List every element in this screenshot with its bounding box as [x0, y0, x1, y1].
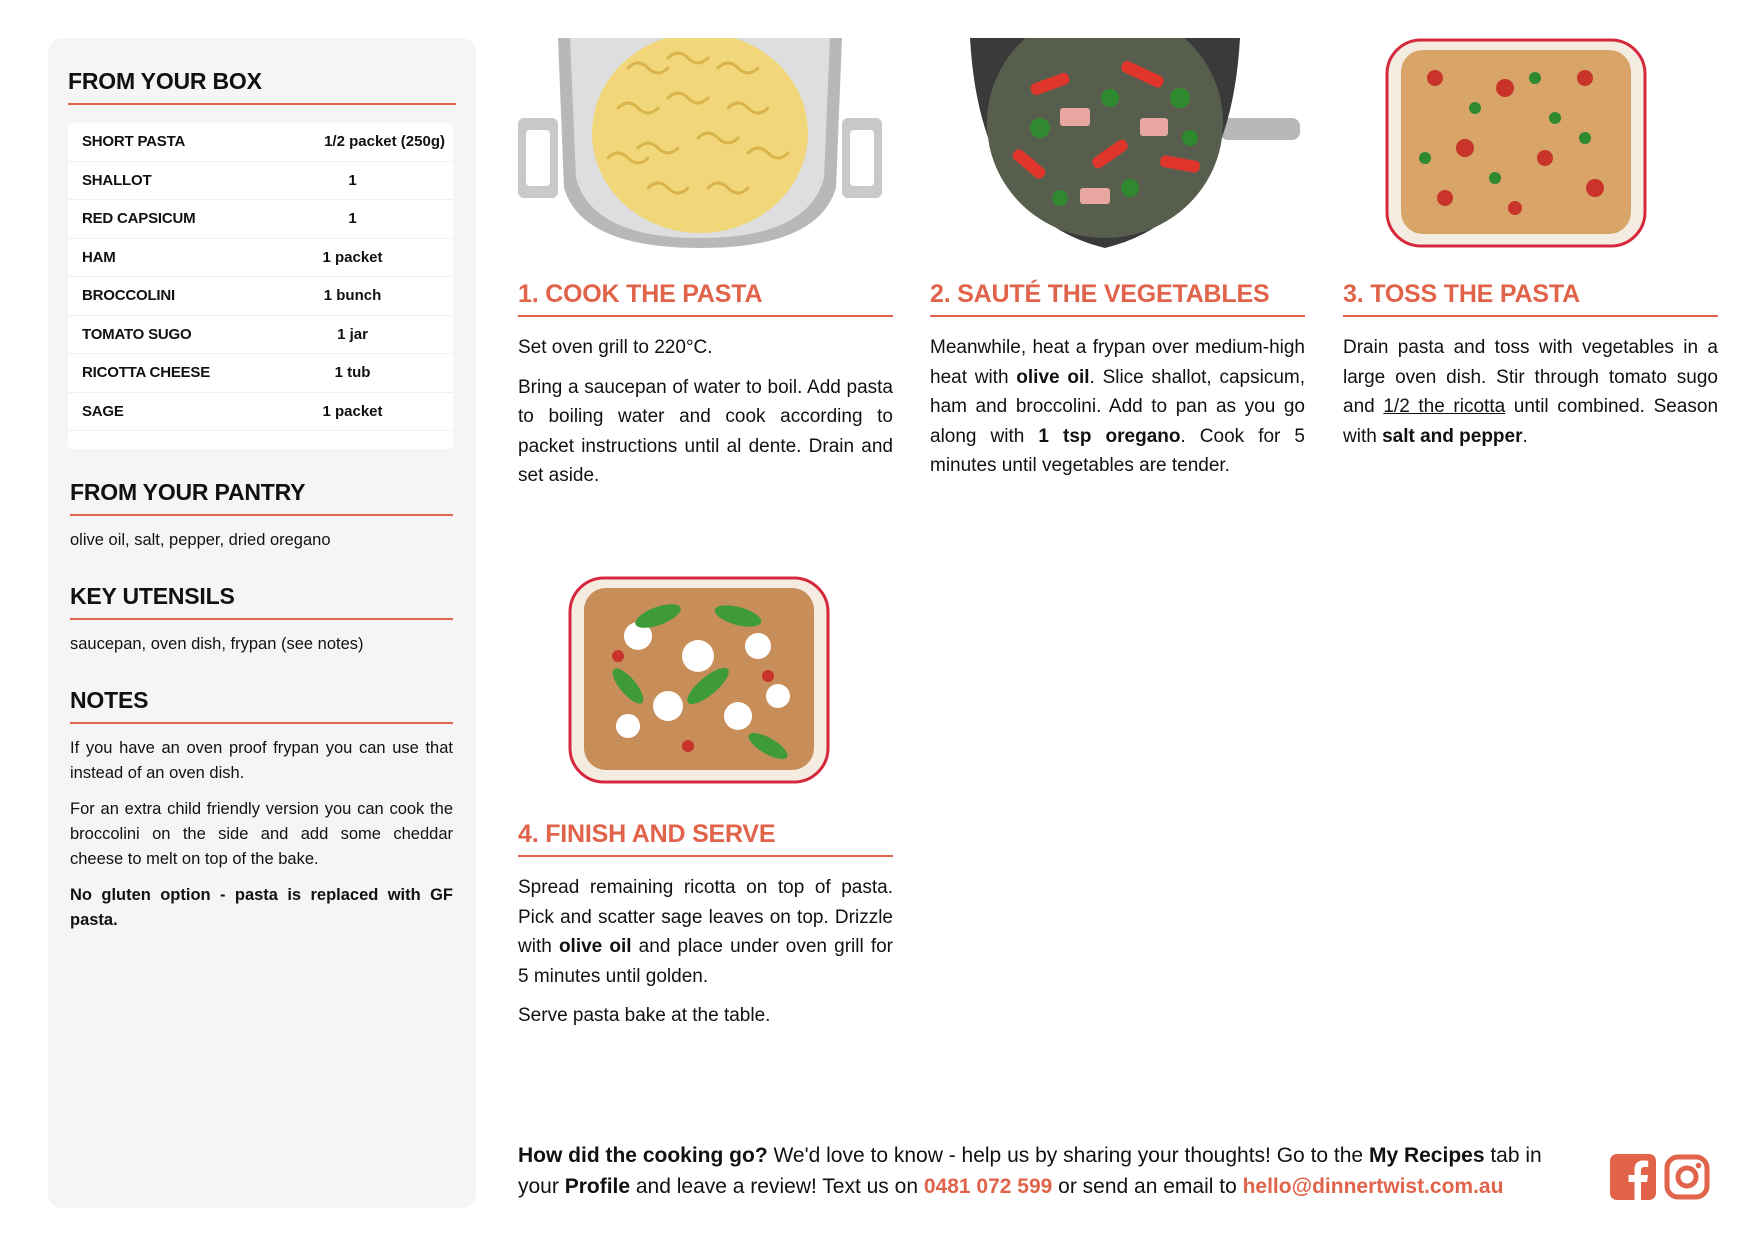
ingredient-qty: 1 jar	[337, 325, 368, 343]
footer-text: We'd love to know - help us by sharing your thoughts! Go to the	[767, 1144, 1369, 1167]
step-title: 1. COOK THE PASTA	[518, 280, 893, 317]
gluten-free-note: No gluten option - pasta is replaced with GF pasta.	[70, 886, 453, 929]
step-title: 3. TOSS THE PASTA	[1343, 280, 1718, 317]
ingredient-row	[68, 316, 453, 355]
ingredient-qty: 1 tub	[334, 364, 371, 382]
underlined-text: 1/2 the ricotta	[1383, 396, 1506, 417]
from-your-box-heading: FROM YOUR BOX	[68, 68, 456, 105]
from-your-pantry-heading: FROM YOUR PANTRY	[70, 479, 453, 516]
footer-text: tab in your	[518, 1144, 1542, 1198]
ingredient-qty: 1 packet	[322, 402, 383, 420]
note-paragraph: If you have an oven proof frypan you can use that instead of an oven dish.	[70, 739, 453, 782]
ingredient-name: RED CAPSICUM	[82, 210, 196, 228]
step-2	[930, 280, 1305, 481]
frypan-vegetables-image	[970, 38, 1300, 248]
facebook-icon[interactable]	[1610, 1154, 1656, 1200]
text-run: . Slice shallot, capsicum, ham and broccolini. Add to pan as you go along with	[930, 366, 1306, 447]
ingredient-qty: 1	[348, 171, 357, 189]
colander-pasta-image	[518, 38, 882, 248]
email-link[interactable]: hello@dinnertwist.com.au	[1242, 1175, 1504, 1198]
text-run: and place under oven grill for 5 minutes until golden.	[518, 936, 894, 987]
ingredients-table	[68, 123, 453, 449]
step-paragraph	[518, 873, 893, 991]
ingredient-name: SHALLOT	[82, 171, 152, 189]
ingredient-qty: 1/2 packet (250g)	[324, 133, 445, 151]
footer-text: and leave a review! Text us on	[630, 1175, 924, 1198]
ingredient-row	[68, 277, 453, 316]
ingredient-row	[68, 200, 453, 239]
step-body	[518, 333, 893, 491]
utensils-text: saucepan, oven dish, frypan (see notes)	[70, 635, 364, 653]
finished-bake-image	[568, 576, 830, 784]
key-utensils-heading: KEY UTENSILS	[70, 583, 453, 620]
ingredients-sidebar	[48, 38, 476, 1208]
text-run: .	[1522, 425, 1528, 447]
ingredient-name: HAM	[82, 248, 116, 266]
step-title: 4. FINISH AND SERVE	[518, 820, 893, 857]
footer-text: or send an email to	[1052, 1175, 1243, 1198]
step-paragraph: Serve pasta bake at the table.	[518, 1005, 771, 1026]
step-body	[518, 873, 893, 1031]
footer-bold: How did the cooking go?	[518, 1144, 768, 1167]
text-run: Drain pasta and toss with vegetables in a large oven dish. Stir through tomato sugo and	[1343, 337, 1718, 417]
step-4	[518, 820, 893, 1031]
ingredient-name: TOMATO SUGO	[82, 325, 192, 343]
step-body	[1343, 333, 1718, 451]
notes-body	[70, 736, 453, 933]
step-paragraph	[1343, 333, 1718, 451]
ingredient-name: BROCCOLINI	[82, 287, 175, 305]
ingredient-name: RICOTTA CHEESE	[82, 364, 211, 382]
instagram-icon[interactable]	[1664, 1154, 1710, 1200]
profile-label: Profile	[564, 1175, 631, 1198]
ingredient-row	[68, 354, 453, 393]
bold-text: olive oil	[1016, 366, 1090, 388]
step-paragraph: Set oven grill to 220°C.	[518, 337, 713, 358]
text-run: . Cook for 5 minutes until vegetables are tender.	[930, 425, 1305, 476]
text-run: until combined. Season with	[1343, 396, 1719, 447]
ingredient-row	[68, 239, 453, 278]
utensils-section	[68, 583, 453, 657]
step-title: 2. SAUTÉ THE VEGETABLES	[930, 280, 1305, 317]
pantry-text: olive oil, salt, pepper, dried oregano	[70, 531, 331, 549]
ingredient-row	[68, 162, 453, 201]
text-run: Meanwhile, heat a frypan over medium-high heat with	[930, 337, 1305, 388]
bold-text: 1 tsp oregano	[1038, 425, 1181, 447]
bold-text: olive oil	[558, 936, 632, 957]
step-paragraph: Bring a saucepan of water to boil. Add pasta to boiling water and cook according to packet instructions until al dente. Drain and set aside.	[518, 376, 893, 486]
pantry-section	[68, 479, 453, 553]
ingredient-row	[68, 123, 453, 162]
ingredient-name: SAGE	[82, 402, 124, 420]
ingredient-qty: 1 bunch	[323, 287, 382, 305]
step-3	[1343, 280, 1718, 451]
feedback-footer	[518, 1140, 1578, 1202]
my-recipes-label: My Recipes	[1368, 1144, 1485, 1167]
text-run: Spread remaining ricotta on top of pasta. Pick and scatter sage leaves on top. Drizzle with	[518, 877, 893, 957]
pasta-dish-image	[1385, 38, 1647, 248]
phone-link[interactable]: 0481 072 599	[923, 1175, 1053, 1198]
bold-text: salt and pepper	[1382, 425, 1523, 447]
note-paragraph: For an extra child friendly version you can cook the broccolini on the side and add some cheddar cheese to melt on top of the bake.	[70, 800, 453, 868]
ingredient-qty: 1 packet	[322, 248, 383, 266]
step-body	[930, 333, 1305, 481]
ingredient-row	[68, 393, 453, 432]
ingredient-name: SHORT PASTA	[82, 133, 186, 151]
step-1	[518, 280, 893, 491]
ingredient-qty: 1	[348, 210, 357, 228]
notes-section	[68, 687, 453, 933]
step-paragraph	[930, 333, 1305, 481]
notes-heading: NOTES	[70, 687, 453, 724]
